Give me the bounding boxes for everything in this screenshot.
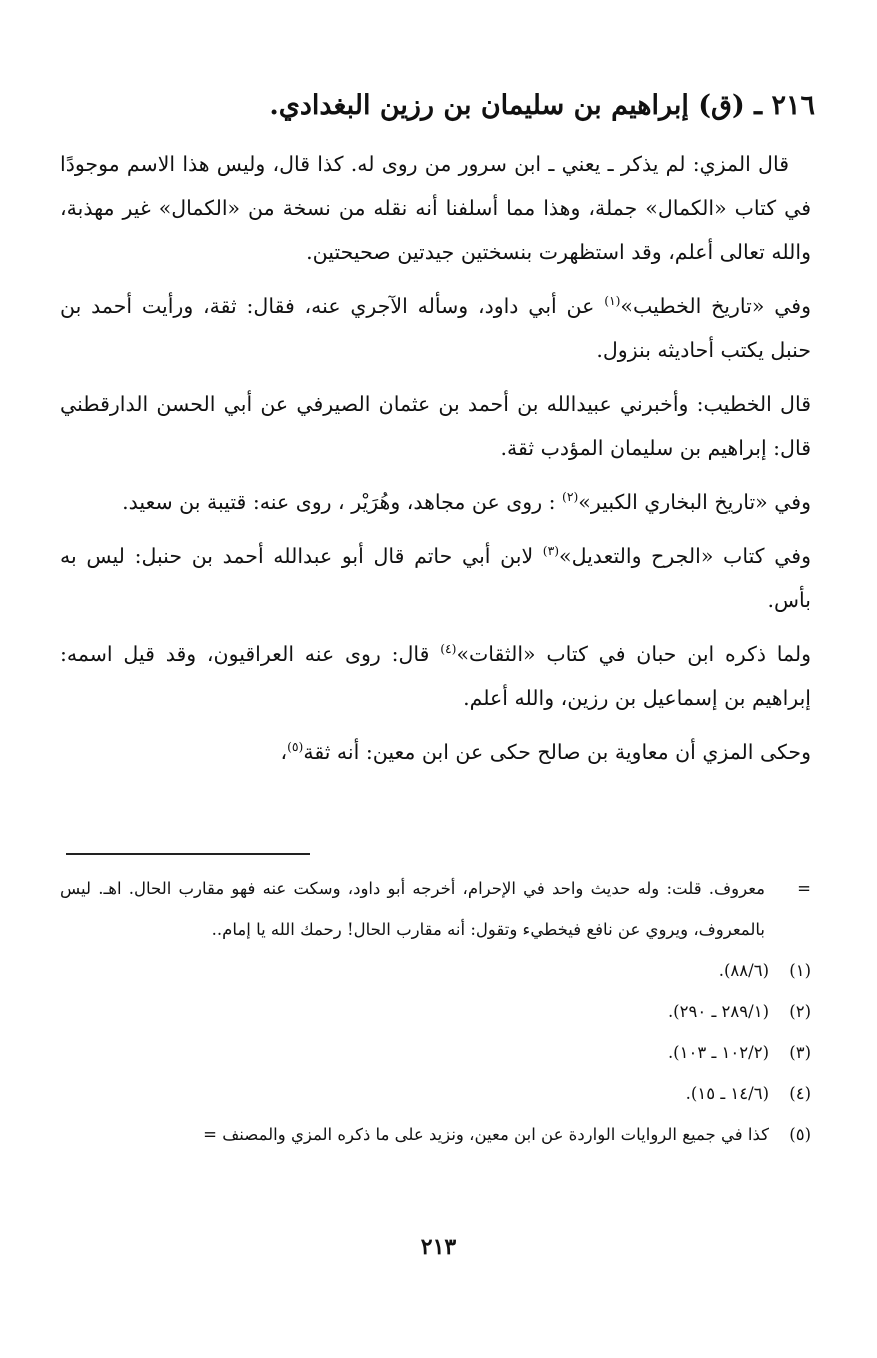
paragraph-2: [60, 284, 811, 372]
footnote-5: [60, 1114, 811, 1155]
footnote-number: (٥): [789, 1125, 811, 1144]
footnote-ref-5: (٥): [287, 740, 304, 755]
footnote-2: [60, 991, 811, 1032]
paragraph-3: قال الخطيب: وأخبرني عبيدالله بن أحمد بن عثمان الصيرفي عن أبي الحسن الدارقطني قال: إبراهيم بن سليمان المؤدب ثقة.: [60, 392, 811, 460]
footnote-text: (٢٨٩/١ ـ ٢٩٠).: [667, 1002, 769, 1021]
paragraph-5-after: لابن أبي حاتم قال أبو عبدالله أحمد بن حنبل: ليس به بأس.: [60, 544, 811, 612]
footnote-ref-1: (١): [604, 294, 621, 309]
paragraph-4-before: وفي «تاريخ البخاري الكبير»: [578, 490, 811, 514]
footnote-number: (١): [789, 961, 811, 980]
paragraph-6-before: ولما ذكره ابن حبان في كتاب «الثقات»: [456, 642, 811, 666]
paragraph-7-after: ،: [280, 740, 288, 764]
footnote-3: [60, 1032, 811, 1073]
footnote-text: (١٤/٦ ـ ١٥).: [685, 1084, 769, 1103]
footnote-4: [60, 1073, 811, 1114]
paragraph-6-after: قال: روى عنه العراقيون، وقد قيل اسمه: إبراهيم بن إسماعيل بن رزين، والله أعلم.: [60, 642, 811, 710]
footnote-number: (٢): [789, 1002, 811, 1021]
footnote-number: (٣): [789, 1043, 811, 1062]
paragraph-5-before: وفي كتاب «الجرح والتعديل»: [559, 544, 811, 568]
paragraph-7-before: وحكى المزي أن معاوية بن صالح حكى عن ابن معين: أنه ثقة: [303, 740, 811, 764]
footnote-ref-2: (٢): [562, 490, 579, 505]
footnote-1: [60, 950, 811, 991]
footnote-divider: [66, 853, 310, 855]
footnotes: [60, 868, 811, 1155]
paragraph-4-after: : روى عن مجاهد، وهُرَيْر ، روى عنه: قتيبة بن سعيد.: [122, 490, 563, 514]
paragraph-2-before: وفي «تاريخ الخطيب»: [620, 294, 812, 318]
continuation-mark: =: [797, 879, 811, 898]
continuation-text: معروف. قلت: وله حديث واحد في الإحرام، أخرجه أبو داود، وسكت عنه فهو مقارب الحال. اهـ. ليس بالمعروف، ويروي عن نافع فيخطيء وتقول: أنه مقارب الحال! رحمك الله يا إمام..: [60, 879, 765, 939]
paragraph-4: [60, 480, 811, 524]
footnote-text: كذا في جميع الروايات الواردة عن ابن معين، ونزيد على ما ذكره المزي والمصنف =: [203, 1125, 769, 1144]
body-text: [60, 142, 811, 784]
paragraph-1: قال المزي: لم يذكر ـ يعني ـ ابن سرور من روى له. كذا قال، وليس هذا الاسم موجودًا في كتاب «الكمال» جملة، وهذا مما أسلفنا أنه نقله من نسخة من «الكمال» غير مهذبة، والله تعالى أعلم، وقد استظهرت بنسختين جيدتين صحيحتين.: [60, 152, 811, 264]
page-number: ٢١٣: [420, 1234, 457, 1260]
footnote-text: (٨٨/٦).: [718, 961, 769, 980]
footnote-text: (١٠٢/٢ ـ ١٠٣).: [667, 1043, 769, 1062]
entry-heading: ٢١٦ ـ (ق) إبراهيم بن سليمان بن رزين البغدادي.: [269, 90, 815, 121]
paragraph-2-after: عن أبي داود، وسأله الآجري عنه، فقال: ثقة، ورأيت أحمد بن حنبل يكتب أحاديثه بنزول.: [60, 294, 811, 362]
footnote-number: (٤): [789, 1084, 811, 1103]
paragraph-5: [60, 534, 811, 622]
footnote-ref-3: (٣): [542, 544, 560, 559]
footnote-ref-4: (٤): [440, 642, 457, 657]
footnote-continuation: [60, 868, 811, 950]
paragraph-7: [60, 730, 811, 774]
paragraph-6: [60, 632, 811, 720]
